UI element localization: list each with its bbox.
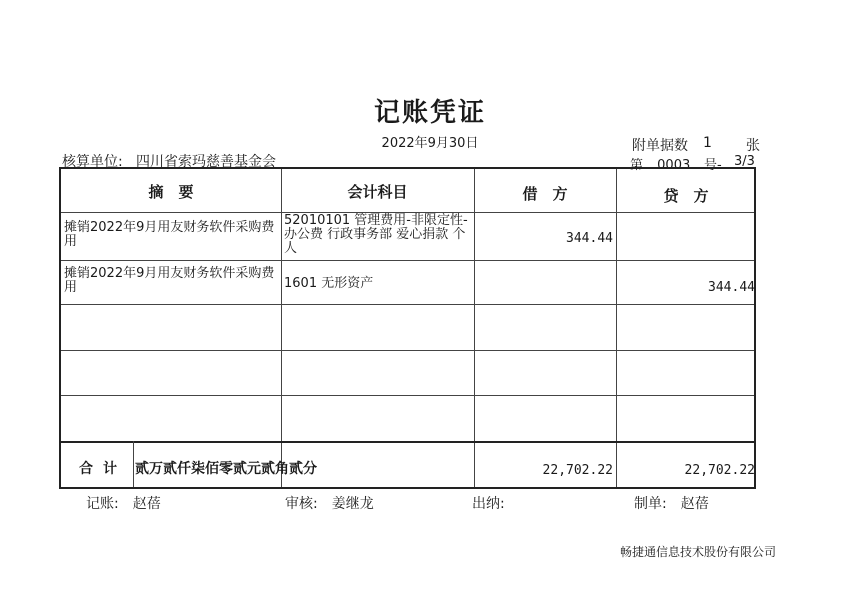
total-divider [61,441,754,443]
accounting-unit-value: 四川省索玛慈善基金会 [136,154,276,170]
column-divider [281,169,282,487]
row2-summary: 摊销2022年9月用友财务软件采购费用 [64,266,275,295]
header-summary: 摘 要 [148,183,194,201]
voucher-number-first: 第 [630,158,644,173]
total-credit: 22,702.22 [684,463,755,478]
row-divider [61,350,754,351]
header-account: 会计科目 [347,183,408,201]
voucher-number: 0003 [657,158,691,173]
total-debit: 22,702.22 [542,463,613,478]
voucher-table [59,167,756,489]
total-label: 合计 [79,461,127,477]
attachments-count: 1 [703,135,712,151]
header-debit: 借 方 [522,185,568,203]
row-divider [61,304,754,305]
attachments-label: 附单据数 [632,138,688,154]
cashier-signature: 出纳: [472,496,505,512]
voucher-date: 2022年9月30日 [381,136,479,151]
column-divider [474,169,475,487]
voucher-title: 记账凭证 [373,98,486,128]
row-divider [61,260,754,261]
column-divider [616,169,617,487]
bookkeeper-signature: 记账: 赵蓓 [86,496,161,512]
total-amount-words: 贰万贰仟柒佰零贰元贰角贰分 [135,461,317,477]
reviewer-signature: 审核: 姜继龙 [285,496,374,512]
row2-account: 1601 无形资产 [284,276,374,291]
software-company: 畅捷通信息技术股份有限公司 [620,545,777,559]
row1-debit: 344.44 [566,231,613,246]
total-inner-divider [133,441,134,487]
attachments-unit: 张 [746,138,760,154]
row-divider [61,395,754,396]
row1-summary: 摊销2022年9月用友财务软件采购费用 [64,220,275,249]
header-credit: 贷 方 [663,187,709,205]
row2-credit: 344.44 [708,280,755,295]
row1-account: 52010101 管理费用-非限定性-办公费 行政事务部 爱心捐款 个人 [284,213,468,256]
voucher-page: 3/3 [734,154,755,169]
preparer-signature: 制单: 赵蓓 [634,496,709,512]
accounting-unit-label: 核算单位: [62,154,123,170]
voucher-number-mid: 号- [704,158,722,173]
